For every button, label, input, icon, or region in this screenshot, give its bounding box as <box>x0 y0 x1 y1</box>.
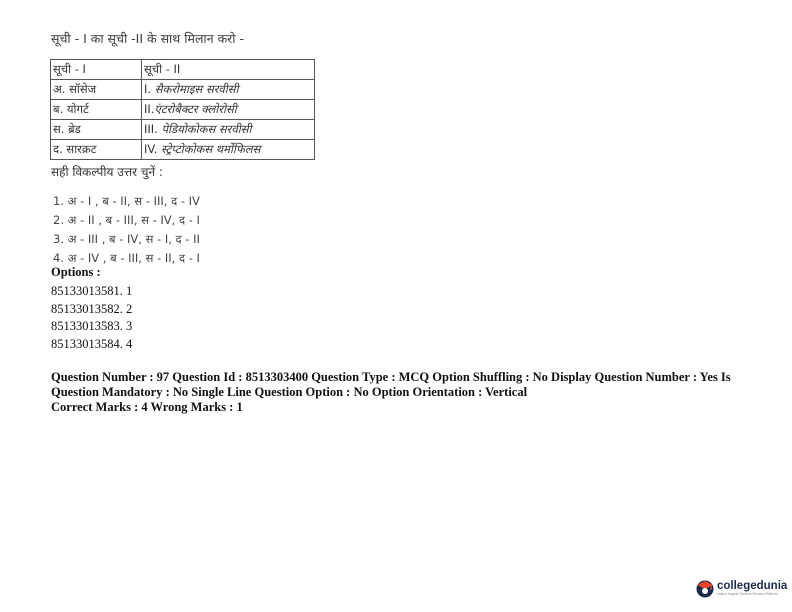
row-item: सैकरोमाइस सरवीसी <box>154 82 239 96</box>
table-cell-right <box>142 80 315 100</box>
graduation-cap-icon <box>695 578 715 598</box>
answer-choice: 3. अ - III , ब - IV, स - I, द - II <box>53 232 200 246</box>
question-instruction: सही विकल्पीय उत्तर चुनें : <box>51 165 163 179</box>
table-cell-right <box>142 120 315 140</box>
table-cell-left: ब. योगर्ट <box>51 100 142 120</box>
row-number: III. <box>144 122 158 136</box>
row-number: II. <box>144 102 155 116</box>
option-id: 85133013581. 1 <box>51 284 133 298</box>
row-item: पेडियोकोकस सरवीसी <box>161 122 252 136</box>
logo-tagline: India's largest Student Review Platform <box>717 591 778 596</box>
table-cell-right <box>142 140 315 160</box>
options-label: Options : <box>51 265 101 279</box>
table-row <box>51 120 315 140</box>
answer-choices <box>53 192 200 268</box>
logo-text-group <box>717 580 787 597</box>
table-cell-left: द. सारक्रट <box>51 140 142 160</box>
metadata-line: Question Number : 97 Question Id : 8513303400 Question Type : MCQ Option Shuffling : No Display Question Number : Yes Is <box>51 370 731 384</box>
table-row <box>51 140 315 160</box>
table-header-row <box>51 60 315 80</box>
option-id-list <box>51 283 132 353</box>
row-number: I. <box>144 82 152 96</box>
collegedunia-logo <box>695 578 787 598</box>
question-title: सूची - I का सूची -II के साथ मिलान करो - <box>51 31 245 46</box>
table-cell-right <box>142 100 315 120</box>
table-cell-left: अ. सॉसेज <box>51 80 142 100</box>
row-number: IV. <box>144 142 158 156</box>
answer-choice: 2. अ - II , ब - III, स - IV, द - I <box>53 213 200 227</box>
row-item: एंटरोबैक्टर क्लोरोसी <box>154 102 237 116</box>
row-item: स्ट्रेप्टोकोकस थर्मोफिलस <box>161 142 261 156</box>
question-metadata <box>51 370 731 415</box>
logo-text: collegedunia <box>717 579 788 592</box>
metadata-marks: Correct Marks : 4 Wrong Marks : 1 <box>51 400 243 414</box>
option-id: 85133013582. 2 <box>51 301 133 316</box>
table-row <box>51 80 315 100</box>
table-cell-left: स. ब्रेड <box>51 120 142 140</box>
table-header-cell: सूची - I <box>51 60 142 80</box>
option-id: 85133013583. 3 <box>51 319 133 333</box>
option-id: 85133013584. 4 <box>51 336 133 351</box>
answer-choice: 1. अ - I , ब - II, स - III, द - IV <box>53 194 200 208</box>
table-header-cell: सूची - II <box>142 60 315 80</box>
table-row <box>51 100 315 120</box>
matching-table <box>50 59 315 160</box>
metadata-line: Question Mandatory : No Single Line Question Option : No Option Orientation : Vertical <box>51 385 528 399</box>
answer-choice: 4. अ - IV , ब - III, स - II, द - I <box>53 251 200 265</box>
